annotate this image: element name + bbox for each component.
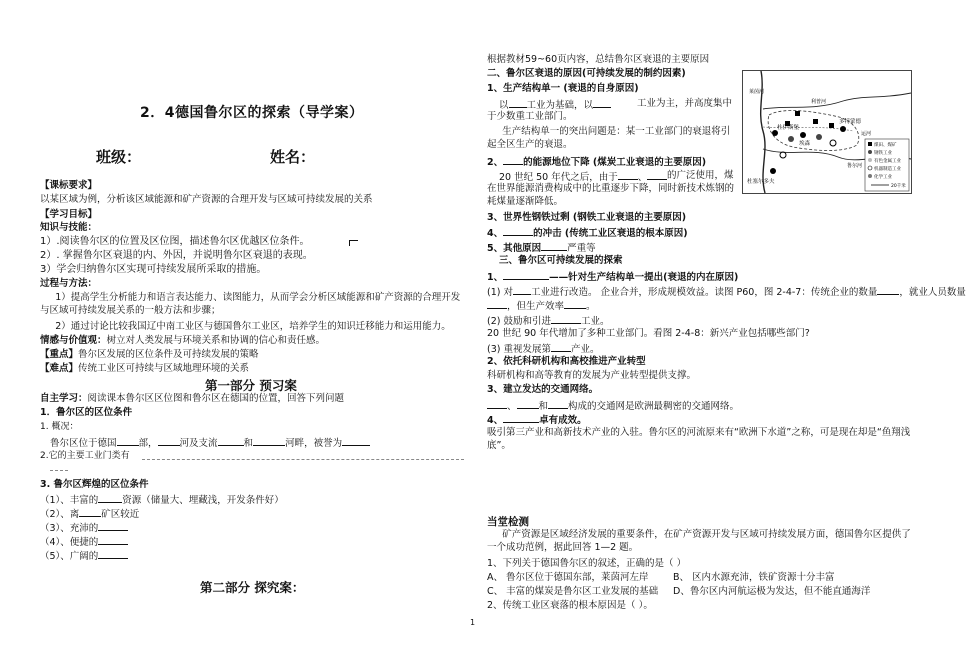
blank[interactable] (117, 435, 139, 446)
measure-3-heading: 3、建立发达的交通网络。 (487, 384, 599, 395)
condition-1-text: 资源（储量大、埋藏浅，开发条件好） (122, 495, 284, 506)
reason-2-heading: 的能源地位下降 (煤炭工业衰退的主要原因) (523, 157, 707, 168)
knowledge-heading: 知识与技能： (40, 222, 98, 233)
condition-2-text: 矿区较近 (101, 509, 140, 520)
emotion-text: 树立对人类发展与环境关系和协调的信心和责任感。 (106, 335, 326, 346)
knowledge-item-3: 3）学会归纳鲁尔区实现可持续发展所采取的措施。 (40, 264, 267, 275)
blank[interactable] (503, 269, 549, 280)
measure-2-heading: 2、依托科研机构和高校推进产业转型 (487, 356, 646, 367)
steel-industry-marker (816, 134, 822, 140)
city-dortmund-marker (840, 126, 846, 132)
key-text: 鲁尔区发展的区位条件及可持续发展的策略 (78, 349, 259, 360)
condition-4-label: （4）、便捷的 (40, 537, 99, 548)
city-essen-marker (800, 132, 806, 138)
lippe-label: 利普河 (811, 99, 827, 105)
blank[interactable] (487, 298, 507, 309)
city-essen-label: 埃森 (799, 141, 811, 147)
small-bracket (349, 240, 358, 246)
part2-heading: 第二部分 探究案： (200, 580, 305, 595)
legend-chemical: 化学工业 (874, 175, 892, 180)
answer-line[interactable] (142, 459, 464, 460)
section2-heading: 二、鲁尔区衰退的原因(可持续发展的制约因素) (487, 68, 686, 79)
check-heading: 当堂检测 (487, 516, 529, 528)
blank[interactable] (503, 225, 533, 236)
scale-label: 20千米 (891, 184, 906, 189)
goals-heading: 【学习目标】 (40, 209, 98, 220)
blank[interactable] (551, 341, 571, 352)
section3-heading: 3. 鲁尔区辉煌的区位条件 (40, 479, 149, 490)
legend-nonferrous-icon (868, 158, 872, 162)
self-study-heading: 自主学习： (40, 393, 88, 404)
measure-1-new-industries: 20 世纪 90 年代增加了多种工业部门。看图 2-4-8：新兴产业包括哪些部门? (487, 328, 810, 339)
name-label: 姓名： (270, 148, 316, 166)
blank[interactable] (513, 284, 531, 295)
blank[interactable] (517, 398, 539, 409)
ruhr-map-svg (743, 71, 911, 193)
curriculum-text: 以某区域为例，分析该区域能源和矿产资源的合理开发与区域可持续发展的关系 (40, 194, 373, 205)
section1-heading: 1．鲁尔区的区位条件 (40, 407, 133, 418)
blank[interactable] (79, 506, 101, 517)
knowledge-item-1: 1）.阅读鲁尔区的位置及区位图，描述鲁尔区优越区位条件。 (40, 236, 310, 247)
condition-5-label: （5）、广阔的 (40, 551, 99, 562)
legend-nonferrous: 有色金属工业 (874, 159, 901, 164)
measure-2-text: 科研机构和高等教育的发展为产业转型提供支撑。 (487, 370, 697, 381)
blank[interactable] (877, 284, 899, 295)
knowledge-item-2: 2）. 掌握鲁尔区衰退的内、外因，并说明鲁尔区衰退的表现。 (40, 250, 313, 261)
self-study-text: 阅读课本鲁尔区区位图和鲁尔区在德国的位置，回答下列问题 (87, 393, 345, 404)
steel-industry-marker (788, 136, 794, 142)
blank[interactable] (548, 398, 568, 409)
question-1: 1、下列关于德国鲁尔区的叙述，正确的是（ ） (487, 558, 687, 569)
blank[interactable] (98, 492, 122, 503)
measure-1-heading: ——针对生产结构单一提出(衰退的内在原因) (549, 272, 739, 283)
difficulty-heading: 【难点】 (40, 363, 79, 374)
blank[interactable] (551, 313, 581, 324)
blank[interactable] (158, 435, 180, 446)
coal-mine-marker (795, 111, 800, 116)
industry-question: 2.它的主要工业门类有 (40, 451, 130, 461)
city-duisburg-label: 杜伊斯堡 (777, 125, 800, 131)
reason-1-heading: 1、生产结构单一 (衰退的自身原因) (487, 83, 639, 94)
reason-1-problem: 生产结构单一的突出问题是：某一工业部门的衰退将引起全区生产的衰退。 (487, 126, 731, 150)
page-number: 1 (470, 618, 476, 627)
legend-steel-icon (868, 150, 872, 154)
answer-line[interactable] (50, 470, 68, 471)
reason-4-heading: 的冲击 (传统工业区衰退的根本原因) (533, 228, 688, 239)
blank[interactable] (98, 534, 128, 545)
process-item-2: 2）通过讨论比较我国辽中南工业区与德国鲁尔工业区，培养学生的知识迁移能力和运用能力。 (55, 321, 451, 332)
decline-intro: 根据教材59~60页内容，总结鲁尔区衰退的主要原因 (487, 54, 710, 65)
reason-3-heading: 3、世界性钢铁过剩 (钢铁工业衰退的主要原因) (487, 212, 687, 223)
ruhr-label: 鲁尔河 (847, 163, 863, 169)
question-2: 2、传统工业区衰落的根本原因是（ ）。 (487, 600, 653, 611)
canal-label: 运河 (861, 131, 872, 137)
page-title: 2．4德国鲁尔区的探索（导学案） (140, 105, 364, 121)
key-heading: 【重点】 (40, 349, 79, 360)
coal-mine-marker (813, 119, 818, 124)
blank[interactable] (253, 435, 285, 446)
measure-4-text: 吸引第三产业和高新技术产业的入驻。鲁尔区的河流原来有“欧洲下水道”之称，可是现在却是“鱼翔浅底”。 (487, 427, 911, 451)
city-dusseldorf-label: 杜塞尔多夫 (747, 179, 775, 185)
legend-coal: 煤田、煤矿 (874, 143, 897, 148)
blank[interactable] (218, 435, 244, 446)
emotion-heading: 情感与价值观： (40, 335, 107, 346)
condition-2-label: （2）、离 (40, 509, 80, 520)
ruhr-map (742, 70, 912, 194)
option-a[interactable]: A、 鲁尔区位于德国东部，莱茵河左岸 (487, 572, 649, 583)
check-intro: 矿产资源是区域经济发展的重要条件，在矿产资源开发与区域可持续发展方面，德国鲁尔区提供了一个成功范例，据此回答 1—2 题。 (487, 529, 911, 553)
condition-3-label: （3）、充沛的 (40, 523, 99, 534)
blank[interactable] (342, 435, 370, 446)
part1-heading: 第一部分 预习案 (205, 378, 297, 393)
class-label: 班级： (96, 148, 142, 166)
option-c[interactable]: C、 丰富的煤炭是鲁尔区工业发展的基础 (487, 586, 659, 597)
legend-steel: 钢铁工业 (874, 151, 892, 156)
reason-1-text: 工业为主，并高度集中于少数重工业部门。 (487, 98, 733, 122)
legend-chemical-icon (868, 174, 872, 178)
option-b[interactable]: B、 区内水源充沛，铁矿资源十分丰富 (673, 572, 835, 583)
reason-2-text: 的广泛使用，煤在世界能源消费构成中的比重逐步下降，同时新技术炼钢的耗煤量逐渐降低。 (487, 170, 735, 207)
blank[interactable] (541, 240, 567, 251)
legend-machinery: 机器制造工业 (874, 167, 901, 172)
difficulty-text: 传统工业区可持续与区域地理环境的关系 (78, 363, 250, 374)
reason-5-text: 严重等 (567, 243, 596, 254)
blank[interactable] (98, 548, 128, 559)
curriculum-heading: 【课标要求】 (40, 180, 98, 191)
city-dortmund-label: 多特蒙德 (839, 119, 862, 125)
condition-1-label: （1）、丰富的 (40, 495, 99, 506)
coal-mine-marker (829, 123, 834, 128)
blank[interactable] (564, 298, 586, 309)
rhine-label: 莱茵河 (749, 89, 765, 95)
blank[interactable] (98, 520, 128, 531)
overview-fill-line: 鲁尔区位于德国 部， 河及支流 和 河畔，被誉为 (50, 435, 370, 450)
overview-label: 1. 概况： (40, 422, 79, 432)
blank[interactable] (503, 154, 523, 165)
process-heading: 过程与方法： (40, 278, 98, 289)
legend-coal-icon (868, 142, 872, 146)
section3-right-heading: 三、鲁尔区可持续发展的探索 (499, 255, 623, 266)
process-item-1: 1）提高学生分析能力和语言表达能力、读图能力，从而学会分析区域能源和矿产资源的合理开发与区域可持续发展关系的一般方法和步骤； (40, 292, 461, 316)
measure-4-heading: 卓有成效。 (539, 415, 587, 426)
city-dusseldorf-marker (770, 168, 776, 174)
option-d[interactable]: D、鲁尔区内河航运极为发达，但不能直通海洋 (673, 586, 871, 597)
blank[interactable] (503, 412, 539, 423)
blank[interactable] (487, 398, 507, 409)
